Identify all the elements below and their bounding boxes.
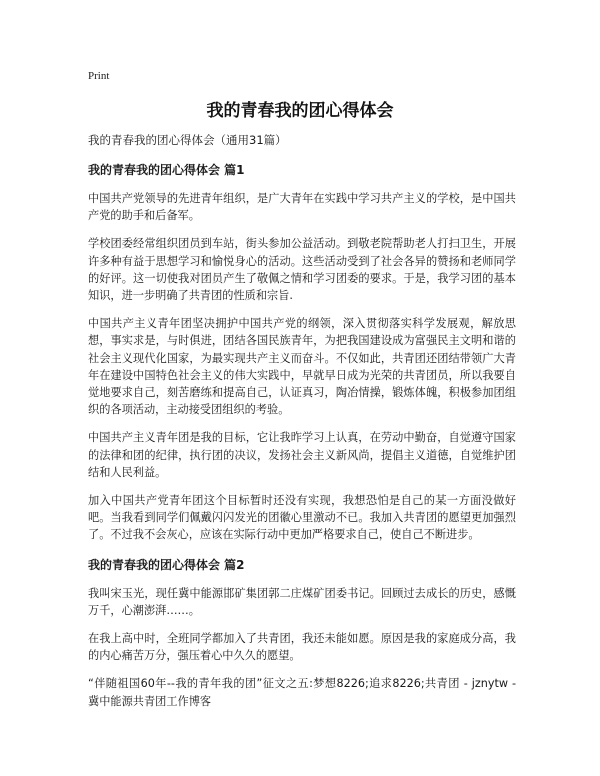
section-heading: 我的青春我的团心得体会 篇1 (88, 163, 245, 177)
paragraph: “伴随祖国60年--我的青年我的团”征文之五:梦想8226;追求8226;共青团 - jznytw - 冀中能源共青团工作博客 (88, 677, 516, 708)
document-body (88, 132, 516, 721)
paragraph: 中国共产主义青年团是我的目标，它让我昨学习上认真，在劳动中勤奋，自觉遵守国家的法律和团的纪律，执行团的决议，发扬社会主义新风尚，提倡主义道德，自觉维护团结和人民利益。 (88, 431, 516, 479)
section-2 (88, 556, 516, 710)
paragraph: 加入中国共产党青年团这个目标暂时还没有实现，我想恐怕是自己的某一方面没做好吧。当我看到同学们佩戴闪闪发光的团徽心里激动不已。我加入共青团的愿望更加强烈了。不过我不会灰心，应该在实际行动中更加严格要求自己，使自己不断进步。 (88, 494, 516, 542)
document-subtitle: 我的青春我的团心得体会（通用31篇） (88, 133, 287, 147)
print-link[interactable]: Print (88, 70, 110, 82)
paragraph: 中国共产党领导的先进青年组织，是广大青年在实践中学习共产主义的学校，是中国共产党的助手和后备军。 (88, 192, 516, 223)
section-1 (88, 161, 516, 544)
paragraph: 中国共产主义青年团坚决拥护中国共产党的纲领，深入贯彻落实科学发展观，解放思想，事实求是，与时俱进，团结各国民族青年，为把我国建设成为富强民主文明和谐的社会主义现代化国家，为最实现共产主义而奋斗。不仅如此，共青团还团结带领广大青年在建设中国特色社会主义的伟大实践中，早就早日成为光荣的共青团员，所以我要自觉地要求自己，刻苦磨练和提高自己，认证真习，陶冶情操，锻炼体魄，积极参加团组织的各项活动，主动接受团组织的考验。 (88, 317, 516, 417)
paragraph: 在我上高中时，全班同学都加入了共青团，我还未能如愿。原因是我的家庭成分高，我的内心痛苦万分，强压着心中久久的愿望。 (88, 632, 516, 663)
document-title: 我的青春我的团心得体会 (206, 101, 394, 121)
paragraph: 我叫宋玉光，现任冀中能源邯矿集团郭二庄煤矿团委书记。回顾过去成长的历史，感慨万千，心潮澎湃……。 (88, 586, 516, 617)
section-heading: 我的青春我的团心得体会 篇2 (88, 557, 245, 572)
paragraph: 学校团委经常组织团员到车站，街头参加公益活动。到敬老院帮助老人打扫卫生，开展许多种有益于思想学习和愉悦身心的活动。这些活动受到了社会各异的赞扬和老师同学的好评。这一切使我对团员产生了敬佩之情和学习团委的要求。于是，我学习团的基本知识，进一步明确了共青团的性质和宗旨. (88, 237, 516, 303)
